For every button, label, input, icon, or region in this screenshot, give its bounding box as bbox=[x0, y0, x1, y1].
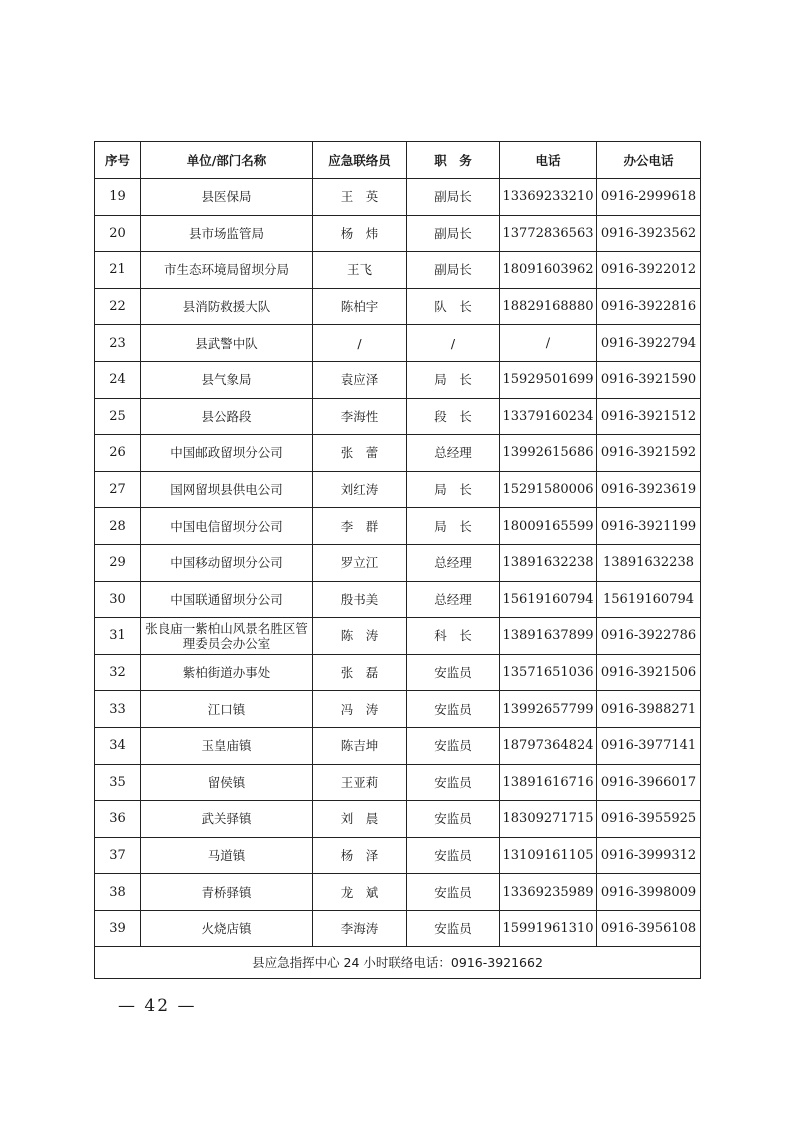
header-unit-name: 单位/部门名称 bbox=[141, 142, 313, 179]
office-phone: 0916-3921506 bbox=[597, 654, 701, 691]
row-index: 38 bbox=[95, 874, 141, 911]
position: 安监员 bbox=[407, 691, 500, 728]
table-row bbox=[95, 508, 701, 545]
phone: 13571651036 bbox=[500, 654, 597, 691]
table-row bbox=[95, 288, 701, 325]
table-row bbox=[95, 361, 701, 398]
table-row bbox=[95, 398, 701, 435]
row-index: 32 bbox=[95, 654, 141, 691]
position: 安监员 bbox=[407, 910, 500, 947]
unit-name: 武关驿镇 bbox=[141, 801, 313, 838]
contact-person: 李海性 bbox=[313, 398, 407, 435]
row-index: 34 bbox=[95, 727, 141, 764]
table-row bbox=[95, 691, 701, 728]
position: 队 长 bbox=[407, 288, 500, 325]
position: 副局长 bbox=[407, 252, 500, 289]
row-index: 26 bbox=[95, 435, 141, 472]
position: 副局长 bbox=[407, 215, 500, 252]
unit-name: 张良庙一紫柏山风景名胜区管理委员会办公室 bbox=[141, 618, 313, 655]
unit-name: 留侯镇 bbox=[141, 764, 313, 801]
contact-person: 陈吉坤 bbox=[313, 727, 407, 764]
unit-name: 中国移动留坝分公司 bbox=[141, 544, 313, 581]
unit-name: 中国邮政留坝分公司 bbox=[141, 435, 313, 472]
office-phone: 0916-3956108 bbox=[597, 910, 701, 947]
phone: 13772836563 bbox=[500, 215, 597, 252]
contact-person: 殷书美 bbox=[313, 581, 407, 618]
contact-person: / bbox=[313, 325, 407, 362]
table-row bbox=[95, 764, 701, 801]
position: 段 长 bbox=[407, 398, 500, 435]
table-header-row bbox=[95, 142, 701, 179]
phone: 18797364824 bbox=[500, 727, 597, 764]
contact-person: 张 蕾 bbox=[313, 435, 407, 472]
hotline-note: 县应急指挥中心 24 小时联络电话：0916-3921662 bbox=[95, 947, 701, 979]
table-row bbox=[95, 727, 701, 764]
row-index: 37 bbox=[95, 837, 141, 874]
position: 安监员 bbox=[407, 874, 500, 911]
phone: 18309271715 bbox=[500, 801, 597, 838]
contact-person: 李海涛 bbox=[313, 910, 407, 947]
contact-person: 罗立江 bbox=[313, 544, 407, 581]
position: 安监员 bbox=[407, 837, 500, 874]
phone: 18009165599 bbox=[500, 508, 597, 545]
position: 安监员 bbox=[407, 764, 500, 801]
unit-name: 市生态环境局留坝分局 bbox=[141, 252, 313, 289]
page-number: — 42 — bbox=[118, 996, 197, 1016]
position: 安监员 bbox=[407, 801, 500, 838]
office-phone: 0916-3922816 bbox=[597, 288, 701, 325]
phone: 13891637899 bbox=[500, 618, 597, 655]
office-phone: 0916-3922786 bbox=[597, 618, 701, 655]
row-index: 29 bbox=[95, 544, 141, 581]
phone: 18091603962 bbox=[500, 252, 597, 289]
phone: 15619160794 bbox=[500, 581, 597, 618]
phone: 13891616716 bbox=[500, 764, 597, 801]
unit-name: 县公路段 bbox=[141, 398, 313, 435]
contact-person: 龙 斌 bbox=[313, 874, 407, 911]
contact-person: 刘 晨 bbox=[313, 801, 407, 838]
unit-name: 青桥驿镇 bbox=[141, 874, 313, 911]
table-row bbox=[95, 435, 701, 472]
row-index: 25 bbox=[95, 398, 141, 435]
unit-name: 县医保局 bbox=[141, 179, 313, 216]
contact-person: 杨 炜 bbox=[313, 215, 407, 252]
phone: 15929501699 bbox=[500, 361, 597, 398]
contact-person: 刘红涛 bbox=[313, 471, 407, 508]
table-row bbox=[95, 874, 701, 911]
contact-person: 王亚莉 bbox=[313, 764, 407, 801]
unit-name: 国网留坝县供电公司 bbox=[141, 471, 313, 508]
phone: 18829168880 bbox=[500, 288, 597, 325]
office-phone: 0916-3921512 bbox=[597, 398, 701, 435]
header-office-phone: 办公电话 bbox=[597, 142, 701, 179]
office-phone: 0916-3921199 bbox=[597, 508, 701, 545]
table-footer-row bbox=[95, 947, 701, 979]
table-row bbox=[95, 179, 701, 216]
table-row bbox=[95, 618, 701, 655]
phone: 13992657799 bbox=[500, 691, 597, 728]
table-row bbox=[95, 801, 701, 838]
table-row bbox=[95, 471, 701, 508]
contact-person: 杨 泽 bbox=[313, 837, 407, 874]
row-index: 27 bbox=[95, 471, 141, 508]
office-phone: 0916-3923562 bbox=[597, 215, 701, 252]
contact-person: 陈 涛 bbox=[313, 618, 407, 655]
phone: 15991961310 bbox=[500, 910, 597, 947]
header-index: 序号 bbox=[95, 142, 141, 179]
position: 总经理 bbox=[407, 544, 500, 581]
phone: 13369235989 bbox=[500, 874, 597, 911]
position: 安监员 bbox=[407, 727, 500, 764]
row-index: 23 bbox=[95, 325, 141, 362]
unit-name: 中国联通留坝分公司 bbox=[141, 581, 313, 618]
position: 总经理 bbox=[407, 581, 500, 618]
unit-name: 县气象局 bbox=[141, 361, 313, 398]
office-phone: 0916-3999312 bbox=[597, 837, 701, 874]
table-row bbox=[95, 581, 701, 618]
unit-name: 马道镇 bbox=[141, 837, 313, 874]
office-phone: 0916-2999618 bbox=[597, 179, 701, 216]
office-phone: 0916-3921590 bbox=[597, 361, 701, 398]
row-index: 39 bbox=[95, 910, 141, 947]
phone: 13992615686 bbox=[500, 435, 597, 472]
table-row bbox=[95, 252, 701, 289]
header-contact-person: 应急联络员 bbox=[313, 142, 407, 179]
phone: 13369233210 bbox=[500, 179, 597, 216]
table-row bbox=[95, 654, 701, 691]
position: 安监员 bbox=[407, 654, 500, 691]
row-index: 28 bbox=[95, 508, 141, 545]
unit-name: 县武警中队 bbox=[141, 325, 313, 362]
unit-name: 火烧店镇 bbox=[141, 910, 313, 947]
position: 副局长 bbox=[407, 179, 500, 216]
row-index: 31 bbox=[95, 618, 141, 655]
office-phone: 0916-3966017 bbox=[597, 764, 701, 801]
contact-person: 王 英 bbox=[313, 179, 407, 216]
office-phone: 0916-3923619 bbox=[597, 471, 701, 508]
header-phone: 电话 bbox=[500, 142, 597, 179]
position: 科 长 bbox=[407, 618, 500, 655]
table-row bbox=[95, 910, 701, 947]
header-position: 职 务 bbox=[407, 142, 500, 179]
position: 局 长 bbox=[407, 508, 500, 545]
row-index: 22 bbox=[95, 288, 141, 325]
unit-name: 江口镇 bbox=[141, 691, 313, 728]
row-index: 20 bbox=[95, 215, 141, 252]
contact-person: 李 群 bbox=[313, 508, 407, 545]
phone: 13109161105 bbox=[500, 837, 597, 874]
position: 局 长 bbox=[407, 361, 500, 398]
unit-name: 中国电信留坝分公司 bbox=[141, 508, 313, 545]
office-phone: 0916-3921592 bbox=[597, 435, 701, 472]
position: 总经理 bbox=[407, 435, 500, 472]
row-index: 35 bbox=[95, 764, 141, 801]
row-index: 21 bbox=[95, 252, 141, 289]
office-phone: 13891632238 bbox=[597, 544, 701, 581]
row-index: 33 bbox=[95, 691, 141, 728]
contact-person: 袁应泽 bbox=[313, 361, 407, 398]
phone: 13379160234 bbox=[500, 398, 597, 435]
unit-name: 县消防救援大队 bbox=[141, 288, 313, 325]
office-phone: 0916-3922794 bbox=[597, 325, 701, 362]
office-phone: 0916-3922012 bbox=[597, 252, 701, 289]
office-phone: 0916-3988271 bbox=[597, 691, 701, 728]
unit-name: 紫柏街道办事处 bbox=[141, 654, 313, 691]
table-row bbox=[95, 544, 701, 581]
office-phone: 0916-3977141 bbox=[597, 727, 701, 764]
row-index: 24 bbox=[95, 361, 141, 398]
phone: 15291580006 bbox=[500, 471, 597, 508]
contact-person: 张 磊 bbox=[313, 654, 407, 691]
contact-table bbox=[94, 141, 701, 979]
office-phone: 0916-3998009 bbox=[597, 874, 701, 911]
table-row bbox=[95, 837, 701, 874]
row-index: 19 bbox=[95, 179, 141, 216]
office-phone: 0916-3955925 bbox=[597, 801, 701, 838]
unit-name: 县市场监管局 bbox=[141, 215, 313, 252]
phone: / bbox=[500, 325, 597, 362]
row-index: 30 bbox=[95, 581, 141, 618]
contact-person: 冯 涛 bbox=[313, 691, 407, 728]
phone: 13891632238 bbox=[500, 544, 597, 581]
row-index: 36 bbox=[95, 801, 141, 838]
contact-person: 陈柏宇 bbox=[313, 288, 407, 325]
office-phone: 15619160794 bbox=[597, 581, 701, 618]
table-row bbox=[95, 325, 701, 362]
table-body bbox=[95, 179, 701, 947]
table-row bbox=[95, 215, 701, 252]
contact-person: 王飞 bbox=[313, 252, 407, 289]
position: 局 长 bbox=[407, 471, 500, 508]
position: / bbox=[407, 325, 500, 362]
unit-name: 玉皇庙镇 bbox=[141, 727, 313, 764]
